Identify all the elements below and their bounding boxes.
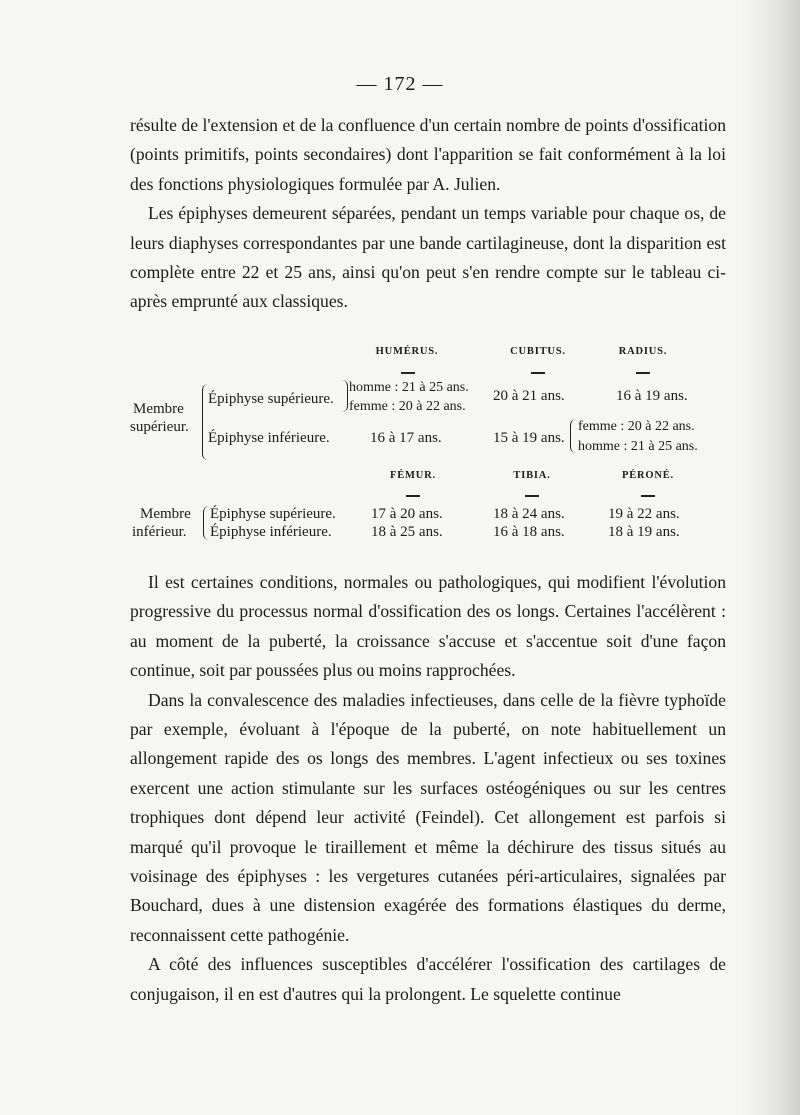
member-label: Membre — [133, 401, 184, 417]
member-label: inférieur. — [132, 524, 187, 540]
member-label: Membre — [140, 506, 191, 522]
header-rule — [641, 495, 655, 497]
table-cell: 16 à 17 ans. — [370, 430, 442, 446]
header-rule — [531, 372, 545, 374]
epiphyse-label: Épiphyse supérieure. — [208, 391, 334, 407]
brace — [570, 419, 576, 453]
epiphyse-label: Épiphyse inférieure. — [210, 524, 332, 540]
epiphyse-label: Épiphyse inférieure. — [208, 430, 330, 446]
page-edge-shadow — [740, 0, 800, 1115]
page-number: — 172 — — [356, 73, 444, 95]
table-cell: 18 à 24 ans. — [493, 506, 565, 522]
table-cell: 17 à 20 ans. — [371, 506, 443, 522]
table-cell: 19 à 22 ans. — [608, 506, 680, 522]
column-header-femur: FÉMUR. — [390, 470, 436, 481]
column-header-cubitus: CUBITUS. — [510, 346, 566, 357]
brace — [342, 380, 348, 412]
column-header-humerus: HUMÉRUS. — [375, 346, 439, 357]
paragraph: résulte de l'extension et de la confluence d'un certain nombre de points d'ossification (points primitifs, points secondaires) dont l'apparition se fait conformément à la loi des fonctions physiologiques formulée par A. Julien. — [130, 115, 726, 194]
text-block-top — [130, 111, 726, 317]
column-header-tibia: TIBIA. — [513, 470, 551, 481]
member-label: supérieur. — [130, 419, 189, 435]
paragraph: Il est certaines conditions, normales ou pathologiques, qui modifient l'évolution progressive du processus normal d'ossification des os longs. Certaines l'accélèrent : au moment de la puberté, la croissance s'accuse et s'accentue soit d'une façon continue, soit par poussées plus ou moins rapprochées. — [130, 572, 726, 681]
table-cell: 20 à 21 ans. — [493, 388, 565, 404]
paragraph: Les épiphyses demeurent séparées, pendant un temps variable pour chaque os, de leurs diaphyses correspondantes par une bande cartilagineuse, dont la disparition est complète entre 22 et 25 ans, ainsi qu'on peut s'en rendre compte sur le tableau ci-après emprunté aux classiques. — [130, 203, 726, 312]
column-header-perone: PÉRONÉ. — [622, 470, 674, 481]
table-cell: 16 à 18 ans. — [493, 524, 565, 540]
table-cell: 16 à 19 ans. — [616, 388, 688, 404]
table-cell: femme : 20 à 22 ans. — [349, 399, 466, 414]
brace — [203, 506, 209, 540]
header-rule — [636, 372, 650, 374]
table-cell: femme : 20 à 22 ans. — [578, 419, 695, 434]
column-header-radius: RADIUS. — [618, 346, 668, 357]
table-cell: 18 à 25 ans. — [371, 524, 443, 540]
epiphyse-label: Épiphyse supérieure. — [210, 506, 336, 522]
table-cell: homme : 21 à 25 ans. — [578, 439, 698, 454]
table-cell: 18 à 19 ans. — [608, 524, 680, 540]
table-cell: 15 à 19 ans. — [493, 430, 565, 446]
paragraph: A côté des influences susceptibles d'accélérer l'ossification des cartilages de conjugaison, il en est d'autres qui la prolongent. Le squelette continue — [130, 954, 726, 1004]
paragraph: Dans la convalescence des maladies infectieuses, dans celle de la fièvre typhoïde par exemple, évoluant à l'époque de la puberté, on note habituellement un allongement rapide des os longs des membres. L'agent infectieux ou ses toxines exercent une action stimulante sur les surfaces ostéogéniques ou sur les centres trophiques dont dépend leur activité (Feindel). Cet allongement est parfois si marqué qu'il provoque le tiraillement et même la déchirure des tissus situés au voisinage des épiphyses : les vergetures cutanées péri-articulaires, signalées par Bouchard, dues à une distension exagérée des formations élastiques du derme, reconnaissent cette pathogénie. — [130, 689, 726, 945]
text-block-bottom — [130, 568, 726, 1009]
header-rule — [406, 495, 420, 497]
header-rule — [525, 495, 539, 497]
table-cell: homme : 21 à 25 ans. — [349, 380, 469, 395]
header-rule — [401, 372, 415, 374]
